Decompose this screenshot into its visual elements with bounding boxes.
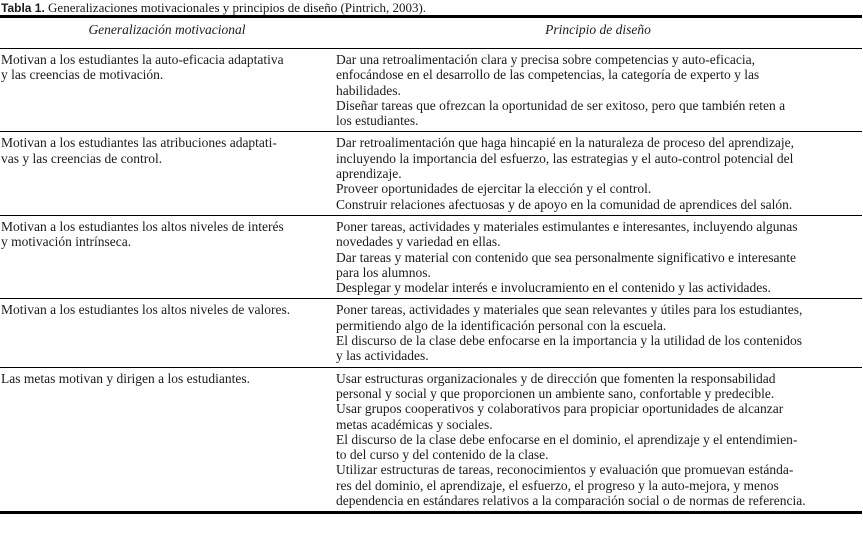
table-row xyxy=(0,367,862,513)
text-line: Proveer oportunidades de ejercitar la elección y el control. xyxy=(336,181,652,197)
table-row xyxy=(0,49,862,132)
text-line: Dar retroalimentación que haga hincapié en la naturaleza de proceso del aprendizaje, xyxy=(336,135,795,151)
text-line: y las creencias de motivación. xyxy=(1,67,164,83)
text-line: Desplegar y modelar interés e involucramiento en el contenido y las actividades. xyxy=(336,280,771,296)
text-line: to del curso y del contenido de la clase. xyxy=(336,447,549,463)
principles-cell xyxy=(334,299,862,367)
table-row xyxy=(0,215,862,298)
text-line: El discurso de la clase debe enfocarse en la importancia y la utilidad de los contenidos xyxy=(336,333,802,349)
table-row xyxy=(0,132,862,215)
text-line: Motivan a los estudiantes los altos niveles de interés xyxy=(1,218,284,234)
table-caption xyxy=(1,0,426,16)
text-line: Usar grupos cooperativos y colaborativos para propiciar oportunidades de alcanzar xyxy=(336,401,784,417)
table-row xyxy=(0,299,862,367)
text-line: Las metas motivan y dirigen a los estudiantes. xyxy=(1,370,250,386)
table-header-row xyxy=(0,17,862,49)
text-line: los estudiantes. xyxy=(336,113,419,129)
text-line: habilidades. xyxy=(336,82,401,98)
table-label: Tabla 1. xyxy=(1,1,45,15)
table-title: Generalizaciones motivacionales y principios de diseño (Pintrich, 2003). xyxy=(44,0,427,15)
text-line: Usar estructuras organizacionales y de dirección que fomenten la responsabilidad xyxy=(336,370,776,386)
text-line: enfocándose en el desarrollo de las competencias, la categoría de experto y las xyxy=(336,67,760,83)
text-line: Motivan a los estudiantes los altos niveles de valores. xyxy=(1,302,291,318)
text-line: vas y las creencias de control. xyxy=(1,150,163,166)
text-line: Dar tareas y material con contenido que sea personalmente significativo e interesante xyxy=(336,249,796,265)
principles-cell xyxy=(334,215,862,298)
text-line: Motivan a los estudiantes la auto-eficacia adaptativa xyxy=(1,52,284,67)
text-line: Dar una retroalimentación clara y precisa sobre competencias y auto-eficacia, xyxy=(336,52,756,67)
text-line: Poner tareas, actividades y materiales estimulantes e interesantes, incluyendo algunas xyxy=(336,218,798,234)
text-line: y las actividades. xyxy=(336,348,429,364)
text-line: metas académicas y sociales. xyxy=(336,416,493,432)
header-generalization: Generalización motivacional xyxy=(0,17,334,49)
generalization-cell xyxy=(0,132,334,215)
text-line: res del dominio, el aprendizaje, el esfuerzo, el progreso y la auto-mejora, y menos xyxy=(336,477,779,493)
text-line: para los alumnos. xyxy=(336,264,431,280)
text-line: Construir relaciones afectuosas y de apoyo en la comunidad de aprendices del salón. xyxy=(336,196,793,212)
text-line: aprendizaje. xyxy=(336,166,402,182)
text-line: permitiendo algo de la identificación personal con la escuela. xyxy=(336,317,667,333)
generalization-cell xyxy=(0,299,334,367)
principles-cell xyxy=(334,132,862,215)
text-line: novedades y variedad en ellas. xyxy=(336,234,501,250)
text-line: Motivan a los estudiantes las atribuciones adaptati- xyxy=(1,135,277,151)
text-line: Diseñar tareas que ofrezcan la oportunidad de ser exitoso, pero que también reten a xyxy=(336,97,786,113)
text-line: personal y social y que proporcionen un ambiente sano, confortable y predecible. xyxy=(336,385,775,401)
principles-cell xyxy=(334,49,862,132)
text-line: Utilizar estructuras de tareas, reconocimientos y evaluación que promuevan estánda- xyxy=(336,462,794,478)
generalization-cell xyxy=(0,215,334,298)
text-line: incluyendo la importancia del esfuerzo, las estrategias y el auto-control potencial del xyxy=(336,150,794,166)
generalization-cell xyxy=(0,49,334,132)
text-line: y motivación intrínseca. xyxy=(1,234,132,250)
motivation-table xyxy=(0,15,862,514)
table-body xyxy=(0,49,862,513)
header-principle: Principio de diseño xyxy=(334,17,862,49)
principles-cell xyxy=(334,367,862,513)
generalization-cell xyxy=(0,367,334,513)
text-line: El discurso de la clase debe enfocarse en el dominio, el aprendizaje y el entendimien- xyxy=(336,431,798,447)
text-line: Poner tareas, actividades y materiales que sean relevantes y útiles para los estudiantes, xyxy=(336,302,803,318)
text-line: dependencia en estándares relativos a la comparación social o de normas de referencia. xyxy=(336,493,806,509)
